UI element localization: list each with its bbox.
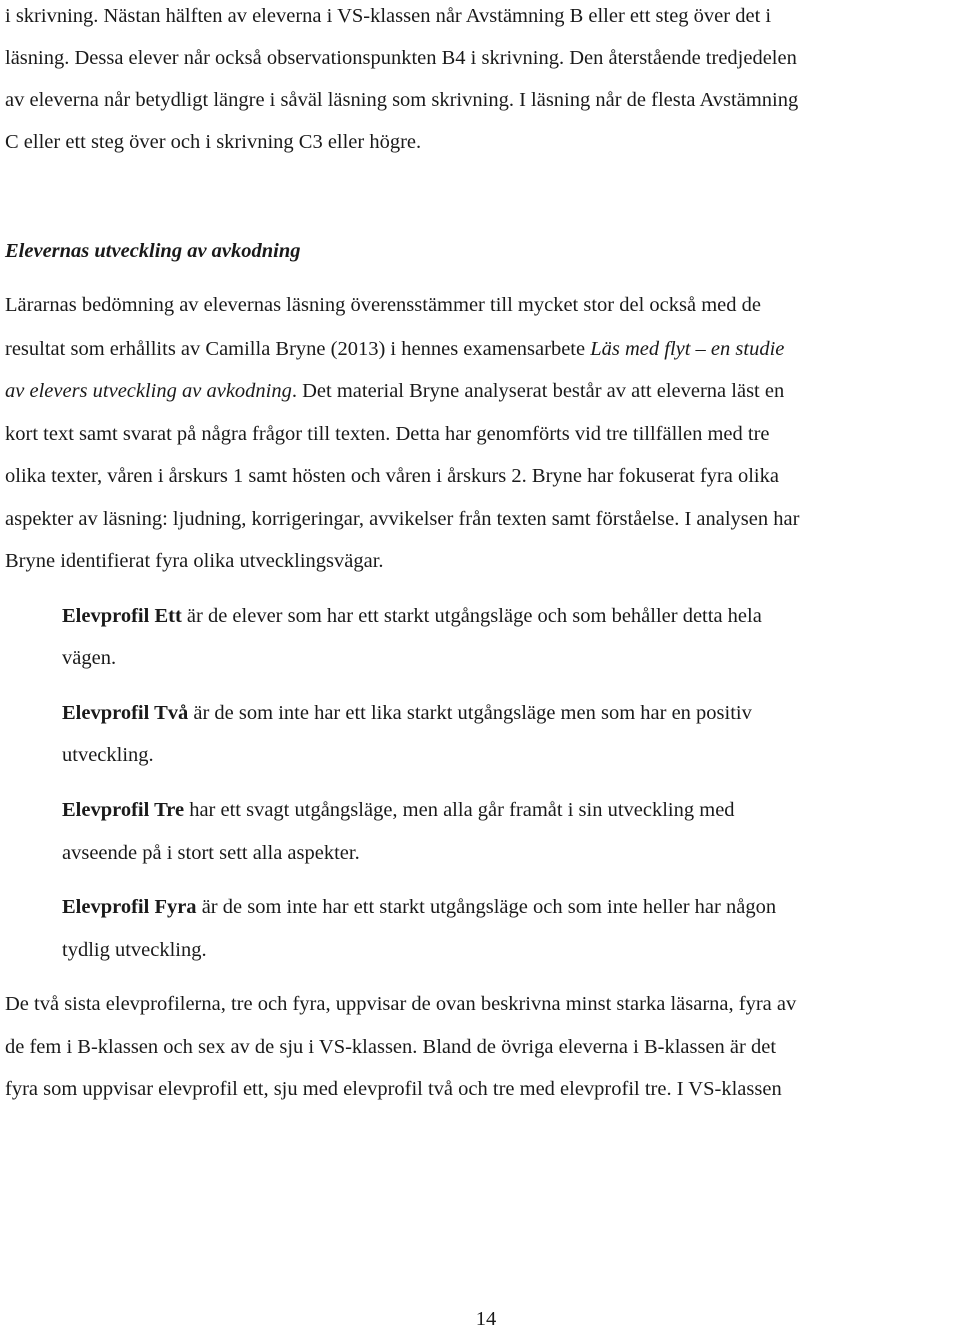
profile-name: Elevprofil Fyra [62, 896, 197, 918]
profile-line: tydlig utveckling. [62, 939, 207, 961]
profile-name: Elevprofil Tre [62, 799, 185, 821]
profile-line [62, 700, 752, 726]
profile-name: Elevprofil Två [62, 702, 189, 724]
profile-line: avseende på i stort sett alla aspekter. [62, 842, 360, 864]
cited-title: av elevers utveckling av avkodning [5, 380, 292, 402]
paragraph-line: Bryne identifierat fyra olika utvecklingsvägar. [5, 550, 384, 572]
paragraph-line [5, 336, 784, 362]
paragraph-text: . Det material Bryne analyserat består av att eleverna läst en [291, 380, 785, 402]
closing-line: fyra som uppvisar elevprofil ett, sju med elevprofil två och tre med elevprofil tre. I VS-klassen [5, 1078, 782, 1100]
closing-line: de fem i B-klassen och sex av de sju i VS-klassen. Bland de övriga eleverna i B-klassen är det [5, 1036, 777, 1058]
profile-line [62, 894, 776, 920]
cited-title: Läs med flyt – en studie [590, 338, 785, 360]
profile-line [62, 603, 762, 629]
profile-text: är de som inte har ett lika starkt utgångsläge men som har en positiv [188, 702, 752, 724]
section-heading: Elevernas utveckling av avkodning [5, 240, 301, 262]
paragraph-line [5, 378, 784, 404]
profile-name: Elevprofil Ett [62, 605, 182, 627]
profile-text: är de elever som har ett starkt utgångsläge och som behåller detta hela [181, 605, 762, 627]
paragraph-line: olika texter, våren i årskurs 1 samt hösten och våren i årskurs 2. Bryne har fokuserat fyra olika [5, 465, 779, 487]
closing-line: De två sista elevprofilerna, tre och fyra, uppvisar de ovan beskrivna minst starka läsarna, fyra av [5, 993, 797, 1015]
paragraph-text: resultat som erhållits av Camilla Bryne (2013) i hennes examensarbete [5, 338, 591, 360]
paragraph-line: aspekter av läsning: ljudning, korrigeringar, avvikelser från texten samt förståelse. I analysen har [5, 508, 800, 530]
profile-line: utveckling. [62, 744, 154, 766]
profile-text: är de som inte har ett starkt utgångsläge och som inte heller har någon [196, 896, 777, 918]
intro-line: C eller ett steg över och i skrivning C3 eller högre. [5, 131, 422, 153]
profile-line: vägen. [62, 647, 117, 669]
intro-line: av eleverna når betydligt längre i såväl läsning som skrivning. I läsning når de flesta Avstämning [5, 89, 799, 111]
profile-line [62, 797, 735, 823]
intro-line: i skrivning. Nästan hälften av eleverna i VS-klassen når Avstämning B eller ett steg över det i [5, 5, 772, 27]
paragraph-line: kort text samt svarat på några frågor till texten. Detta har genomförts vid tre tillfällen med tre [5, 423, 770, 445]
page-number: 14 [475, 1308, 497, 1330]
paragraph-line: Lärarnas bedömning av elevernas läsning överensstämmer till mycket stor del också med de [5, 294, 761, 316]
intro-line: läsning. Dessa elever når också observationspunkten B4 i skrivning. Den återstående tredjedelen [5, 47, 797, 69]
profile-text: har ett svagt utgångsläge, men alla går framåt i sin utveckling med [184, 799, 735, 821]
